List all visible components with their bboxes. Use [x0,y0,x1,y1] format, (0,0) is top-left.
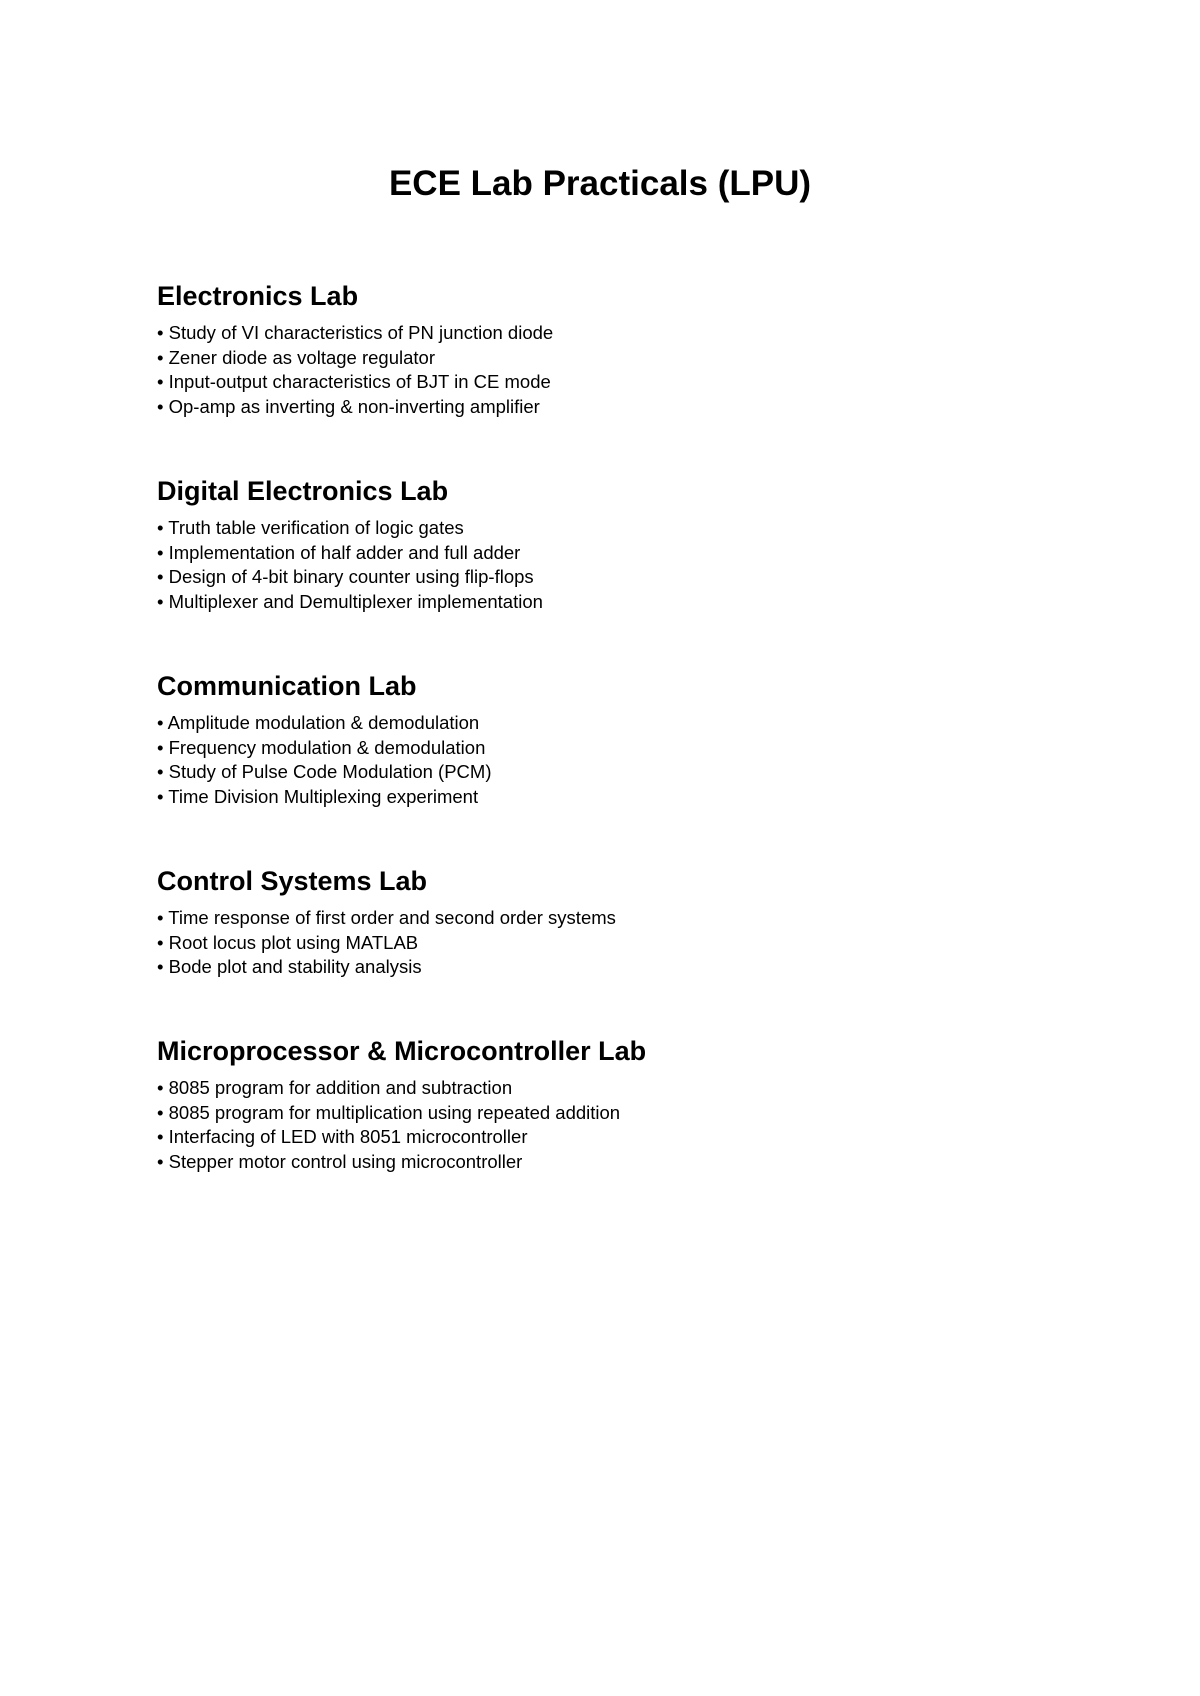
section-heading: Control Systems Lab [157,866,428,896]
experiment-item: • Zener diode as voltage regulator [157,346,435,368]
section-electronics-lab [157,276,1057,471]
experiment-item: • Interfacing of LED with 8051 microcontroller [157,1126,528,1147]
experiment-item: • Op-amp as inverting & non-inverting amplifier [157,395,540,417]
experiment-list [157,516,1057,614]
experiment-list [157,1076,1057,1174]
experiment-item: • 8085 program for addition and subtraction [157,1077,513,1098]
section-digital-electronics-lab [157,471,1057,666]
section-control-systems-lab [157,861,1057,1031]
experiment-item: • Time response of first order and second order systems [157,907,616,928]
experiment-item: • Amplitude modulation & demodulation [157,712,480,733]
experiment-list [157,906,1057,980]
experiment-item: • Frequency modulation & demodulation [157,736,486,758]
section-heading: Electronics Lab [157,281,359,311]
experiment-item: • Bode plot and stability analysis [157,956,422,977]
experiment-item: • Design of 4-bit binary counter using flip-flops [157,566,534,587]
section-heading: Digital Electronics Lab [157,476,449,506]
experiment-item: • Multiplexer and Demultiplexer implementation [157,590,543,612]
document-content [157,276,1057,1226]
experiment-item: • 8085 program for multiplication using repeated addition [157,1101,621,1123]
section-heading: Microprocessor & Microcontroller Lab [157,1036,647,1066]
experiment-item: • Stepper motor control using microcontroller [157,1150,523,1172]
experiment-list [157,711,1057,809]
document-title: ECE Lab Practicals (LPU) [388,164,812,203]
experiment-list [157,321,1057,419]
experiment-item: • Root locus plot using MATLAB [157,931,419,953]
experiment-item: • Study of Pulse Code Modulation (PCM) [157,761,492,782]
experiment-item: • Implementation of half adder and full adder [157,541,521,563]
experiment-item: • Study of VI characteristics of PN junction diode [157,322,554,343]
experiment-item: • Input-output characteristics of BJT in CE mode [157,371,551,392]
section-microprocessor-microcontroller-lab [157,1031,1057,1226]
experiment-item: • Truth table verification of logic gates [157,517,464,538]
section-heading: Communication Lab [157,671,417,701]
experiment-item: • Time Division Multiplexing experiment [157,785,479,807]
section-communication-lab [157,666,1057,861]
